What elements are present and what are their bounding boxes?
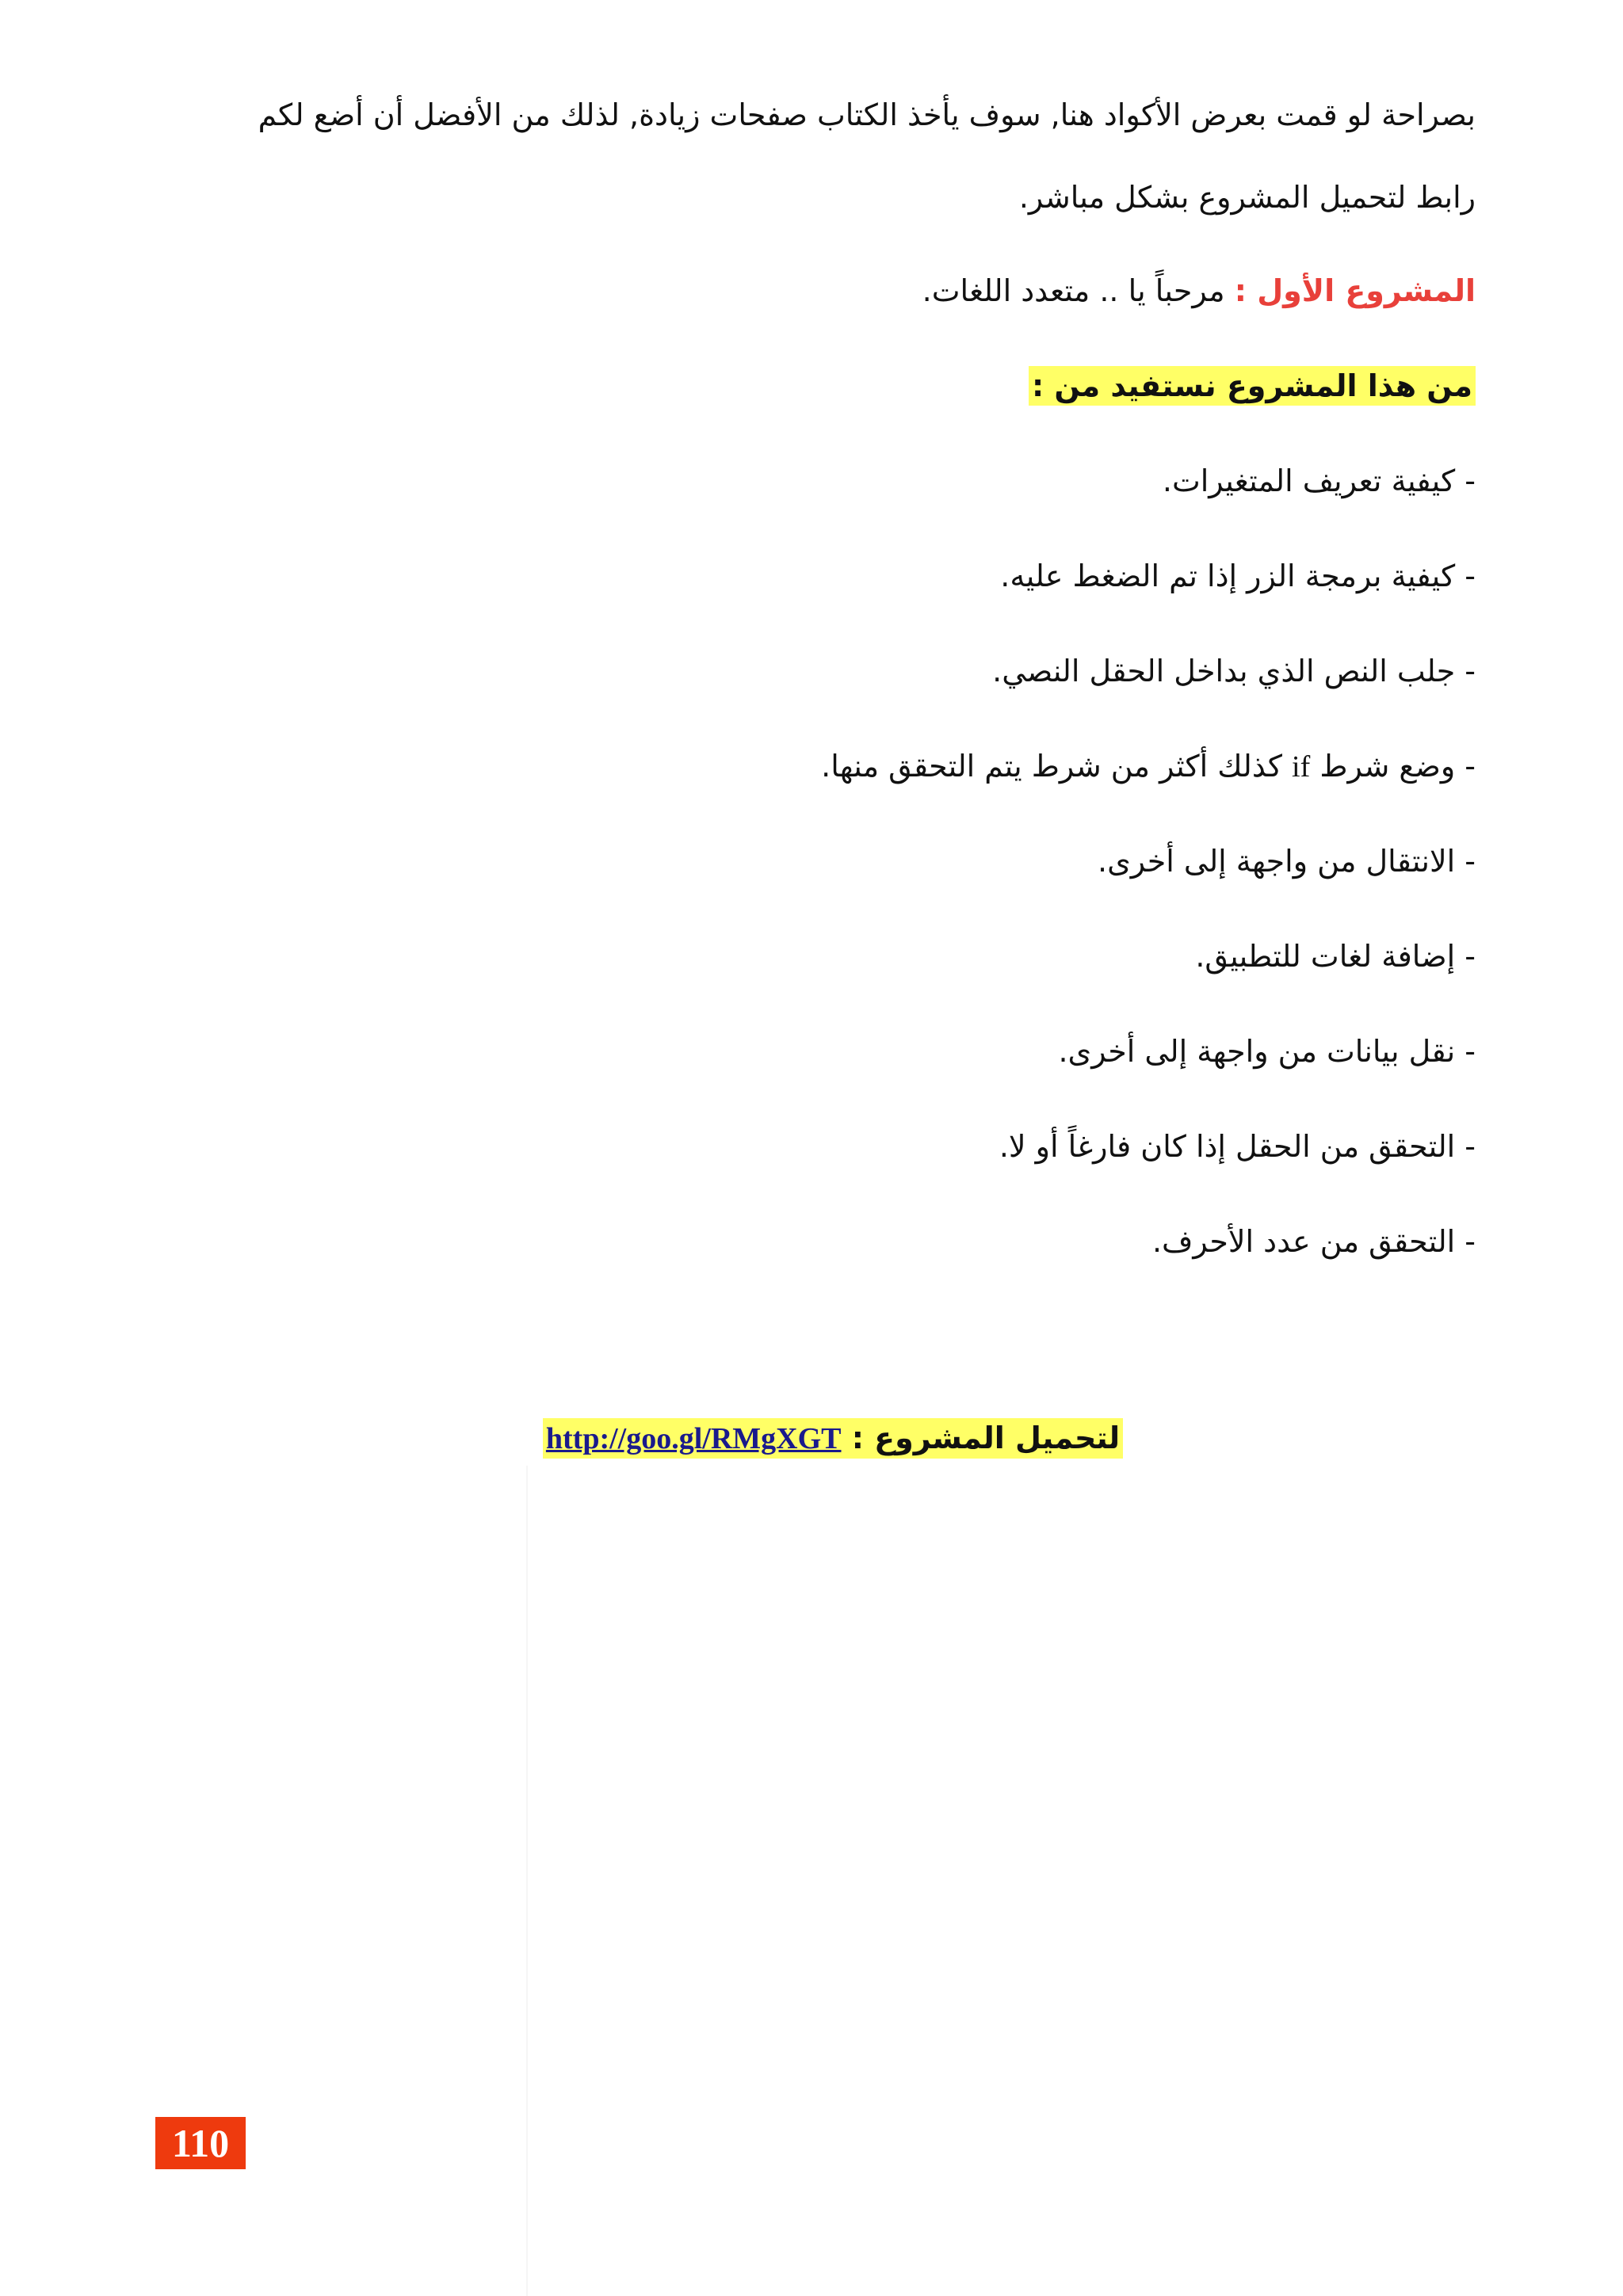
benefit-item: - كيفية تعريف المتغيرات. bbox=[1162, 463, 1476, 498]
benefit-item: - نقل بيانات من واجهة إلى أخرى. bbox=[1058, 1034, 1476, 1069]
download-link[interactable]: http://goo.gl/RMgXGT bbox=[545, 1422, 842, 1455]
intro-line-1: بصراحة لو قمت بعرض الأكواد هنا, سوف يأخذ الكتاب صفحات زيادة, لذلك من الأفضل أن أضع لكم bbox=[258, 97, 1476, 132]
project-name: مرحباً يا .. متعدد اللغات. bbox=[922, 273, 1225, 308]
benefit-item-if bbox=[821, 746, 1476, 787]
download-section bbox=[190, 1418, 1476, 1459]
page-number: 110 bbox=[155, 2117, 246, 2169]
benefit-if-keyword: if bbox=[1292, 750, 1311, 784]
download-label: لتحميل المشروع : bbox=[851, 1421, 1121, 1455]
benefit-item: - التحقق من عدد الأحرف. bbox=[1151, 1224, 1476, 1259]
benefits-heading: من هذا المشروع نستفيد من : bbox=[1029, 366, 1476, 406]
benefit-if-rest: كذلك أكثر من شرط يتم التحقق منها. bbox=[821, 749, 1282, 784]
benefit-item: - إضافة لغات للتطبيق. bbox=[1195, 939, 1476, 974]
benefit-if-prefix: - وضع شرط bbox=[1319, 749, 1476, 784]
benefit-item: - كيفية برمجة الزر إذا تم الضغط عليه. bbox=[1000, 559, 1476, 593]
benefit-item: - التحقق من الحقل إذا كان فارغاً أو لا. bbox=[999, 1129, 1476, 1164]
project-label: المشروع الأول : bbox=[1234, 273, 1476, 308]
project-title bbox=[922, 271, 1476, 311]
intro-line-2: رابط لتحميل المشروع بشكل مباشر. bbox=[1018, 180, 1476, 215]
benefit-item: - جلب النص الذي بداخل الحقل النصي. bbox=[992, 654, 1476, 688]
download-highlight bbox=[543, 1418, 1123, 1459]
page-divider bbox=[526, 1466, 528, 2296]
benefit-item: - الانتقال من واجهة إلى أخرى. bbox=[1097, 844, 1476, 879]
